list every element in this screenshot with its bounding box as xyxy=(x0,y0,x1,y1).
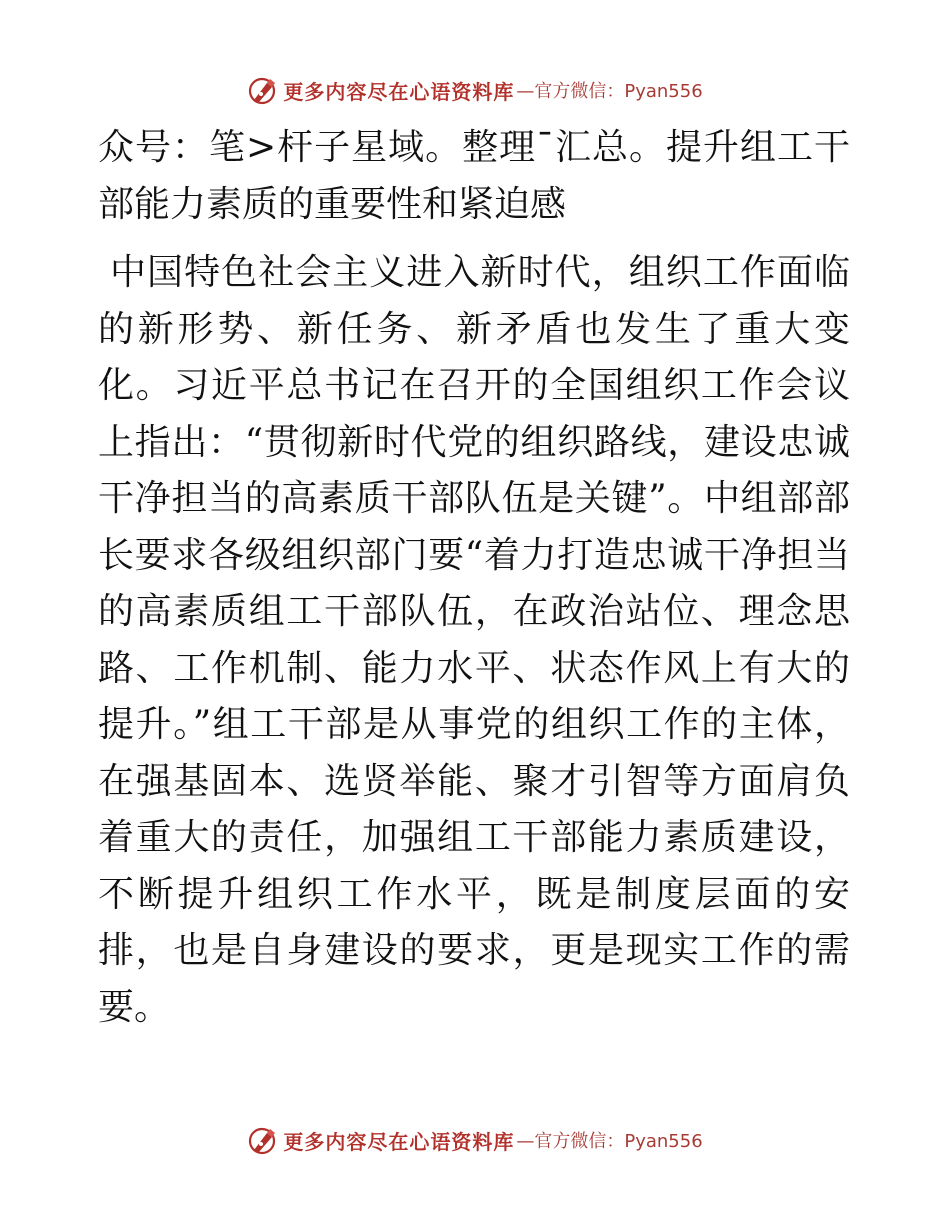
footer-watermark xyxy=(0,1120,950,1160)
document-paragraph: 中国特色社会主义进入新时代，组织工作面临的新形势、新任务、新矛盾也发生了重大变化。习近平总书记在召开的全国组织工作会议上指出：“贯彻新时代党的组织路线，建设忠诚干净担当的高素质干部队伍是关键”。中组部部长要求各级组织部门要“着力打造忠诚干净担当的高素质组工干部队伍，在政治站位、理念思路、工作机制、能力水平、状态作风上有大的提升。”组工干部是从事党的组织工作的主体，在强基固本、选贤举能、聚才引智等方面肩负着重大的责任，加强组工干部能力素质建设，不断提升组织工作水平，既是制度层面的安排，也是自身建设的要求，更是现实工作的需要。 xyxy=(98,252,850,1028)
document-heading: 众号：笔>杆子星域。整理¯汇总。提升组工干部能力素质的重要性和紧迫感 xyxy=(98,127,850,225)
watermark-contact-text: —官方微信：Pyan556 xyxy=(516,1131,703,1152)
pen-logo-icon xyxy=(247,74,279,106)
header-watermark xyxy=(0,70,950,110)
watermark-contact-text: —官方微信：Pyan556 xyxy=(516,81,703,102)
pen-logo-icon xyxy=(247,1124,279,1156)
watermark-lead-text: 更多内容尽在心语资料库 xyxy=(283,1129,515,1154)
document-body xyxy=(98,120,850,1036)
watermark-lead-text: 更多内容尽在心语资料库 xyxy=(283,79,515,104)
